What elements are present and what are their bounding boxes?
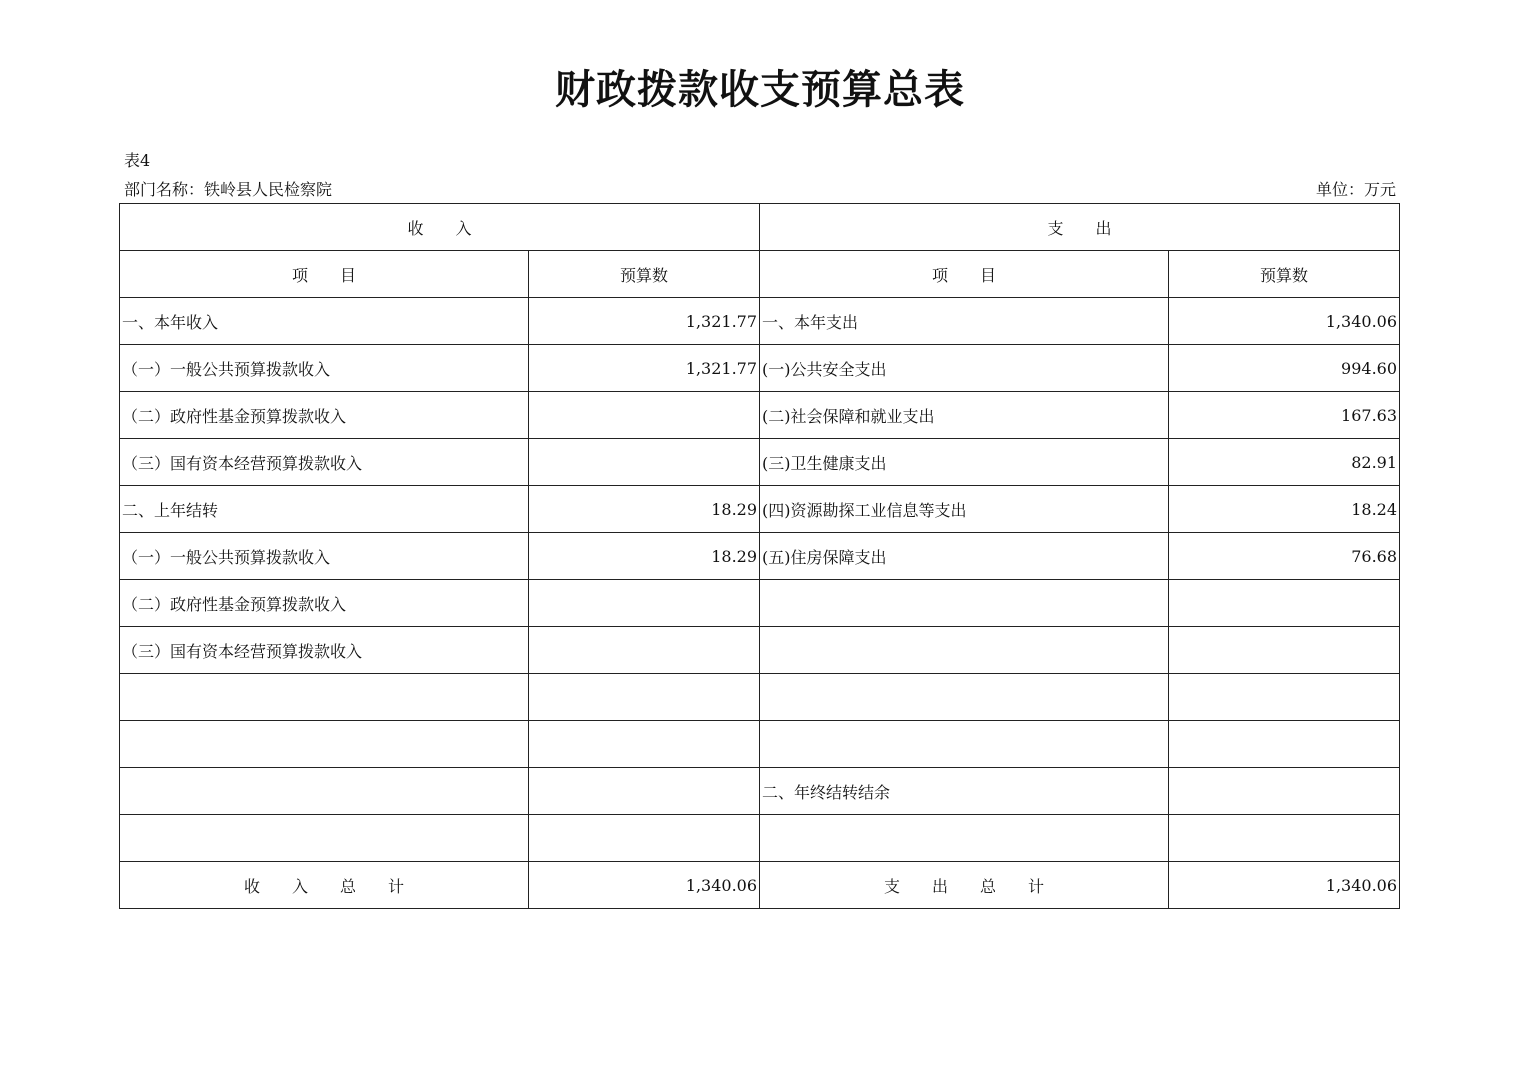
expense-item-cell: (三)卫生健康支出 [760,439,1169,486]
expense-item-cell: (一)公共安全支出 [760,345,1169,392]
expense-item-cell: 二、年终结转结余 [760,768,1169,815]
expense-item-cell: 一、本年支出 [760,298,1169,345]
expense-amount-cell: 994.60 [1169,345,1400,392]
totals-row [120,862,1400,909]
income-total-label: 收 入 总 计 [120,862,529,909]
income-item-header: 项 目 [120,251,529,298]
expense-item-cell: (五)住房保障支出 [760,533,1169,580]
table-number: 表4 [124,151,151,170]
income-amount-cell [529,439,760,486]
expense-amount-header: 预算数 [1169,251,1400,298]
table-row [120,674,1400,721]
income-item-cell: （三）国有资本经营预算拨款收入 [120,627,529,674]
expense-item-cell [760,627,1169,674]
income-amount-cell [529,815,760,862]
income-amount-header: 预算数 [529,251,760,298]
expense-item-cell [760,721,1169,768]
table-row [120,345,1400,392]
expense-item-cell [760,674,1169,721]
income-amount-cell [529,721,760,768]
expense-amount-cell [1169,815,1400,862]
income-item-cell: 一、本年收入 [120,298,529,345]
income-item-cell: 二、上年结转 [120,486,529,533]
expense-amount-cell [1169,627,1400,674]
income-item-cell: （一）一般公共预算拨款收入 [120,533,529,580]
income-amount-cell: 18.29 [529,486,760,533]
income-amount-cell [529,392,760,439]
table-row [120,768,1400,815]
expense-item-cell: (二)社会保障和就业支出 [760,392,1169,439]
expense-total-label: 支 出 总 计 [760,862,1169,909]
income-amount-cell [529,674,760,721]
expense-amount-cell [1169,721,1400,768]
expense-item-header: 项 目 [760,251,1169,298]
expense-item-cell: (四)资源勘探工业信息等支出 [760,486,1169,533]
income-total-amount: 1,340.06 [529,862,760,909]
income-amount-cell: 1,321.77 [529,298,760,345]
income-item-cell [120,721,529,768]
income-amount-cell [529,627,760,674]
income-item-cell [120,768,529,815]
income-amount-cell [529,580,760,627]
table-row [120,721,1400,768]
table-row [120,580,1400,627]
income-amount-cell [529,768,760,815]
income-item-cell [120,815,529,862]
column-header-row [120,251,1400,298]
income-item-cell: （三）国有资本经营预算拨款收入 [120,439,529,486]
table-row [120,439,1400,486]
expense-item-cell [760,815,1169,862]
table-row [120,627,1400,674]
table-row [120,815,1400,862]
expense-amount-cell [1169,768,1400,815]
expense-amount-cell: 18.24 [1169,486,1400,533]
expense-total-amount: 1,340.06 [1169,862,1400,909]
unit-label: 单位：万元 [1315,180,1396,199]
table-row [120,392,1400,439]
expense-amount-cell: 167.63 [1169,392,1400,439]
expense-section-header: 支 出 [760,204,1400,251]
table-row [120,533,1400,580]
income-item-cell [120,674,529,721]
table-row [120,486,1400,533]
income-item-cell: （二）政府性基金预算拨款收入 [120,580,529,627]
expense-amount-cell: 1,340.06 [1169,298,1400,345]
income-section-header: 收 入 [120,204,760,251]
page-title: 财政拨款收支预算总表 [555,66,965,113]
expense-amount-cell [1169,674,1400,721]
section-header-row [120,204,1400,251]
income-amount-cell: 1,321.77 [529,345,760,392]
expense-amount-cell: 76.68 [1169,533,1400,580]
department-name: 部门名称：铁岭县人民检察院 [124,180,333,199]
income-item-cell: （一）一般公共预算拨款收入 [120,345,529,392]
expense-item-cell [760,580,1169,627]
table-row [120,298,1400,345]
budget-table [119,203,1400,909]
expense-amount-cell: 82.91 [1169,439,1400,486]
income-amount-cell: 18.29 [529,533,760,580]
income-item-cell: （二）政府性基金预算拨款收入 [120,392,529,439]
expense-amount-cell [1169,580,1400,627]
